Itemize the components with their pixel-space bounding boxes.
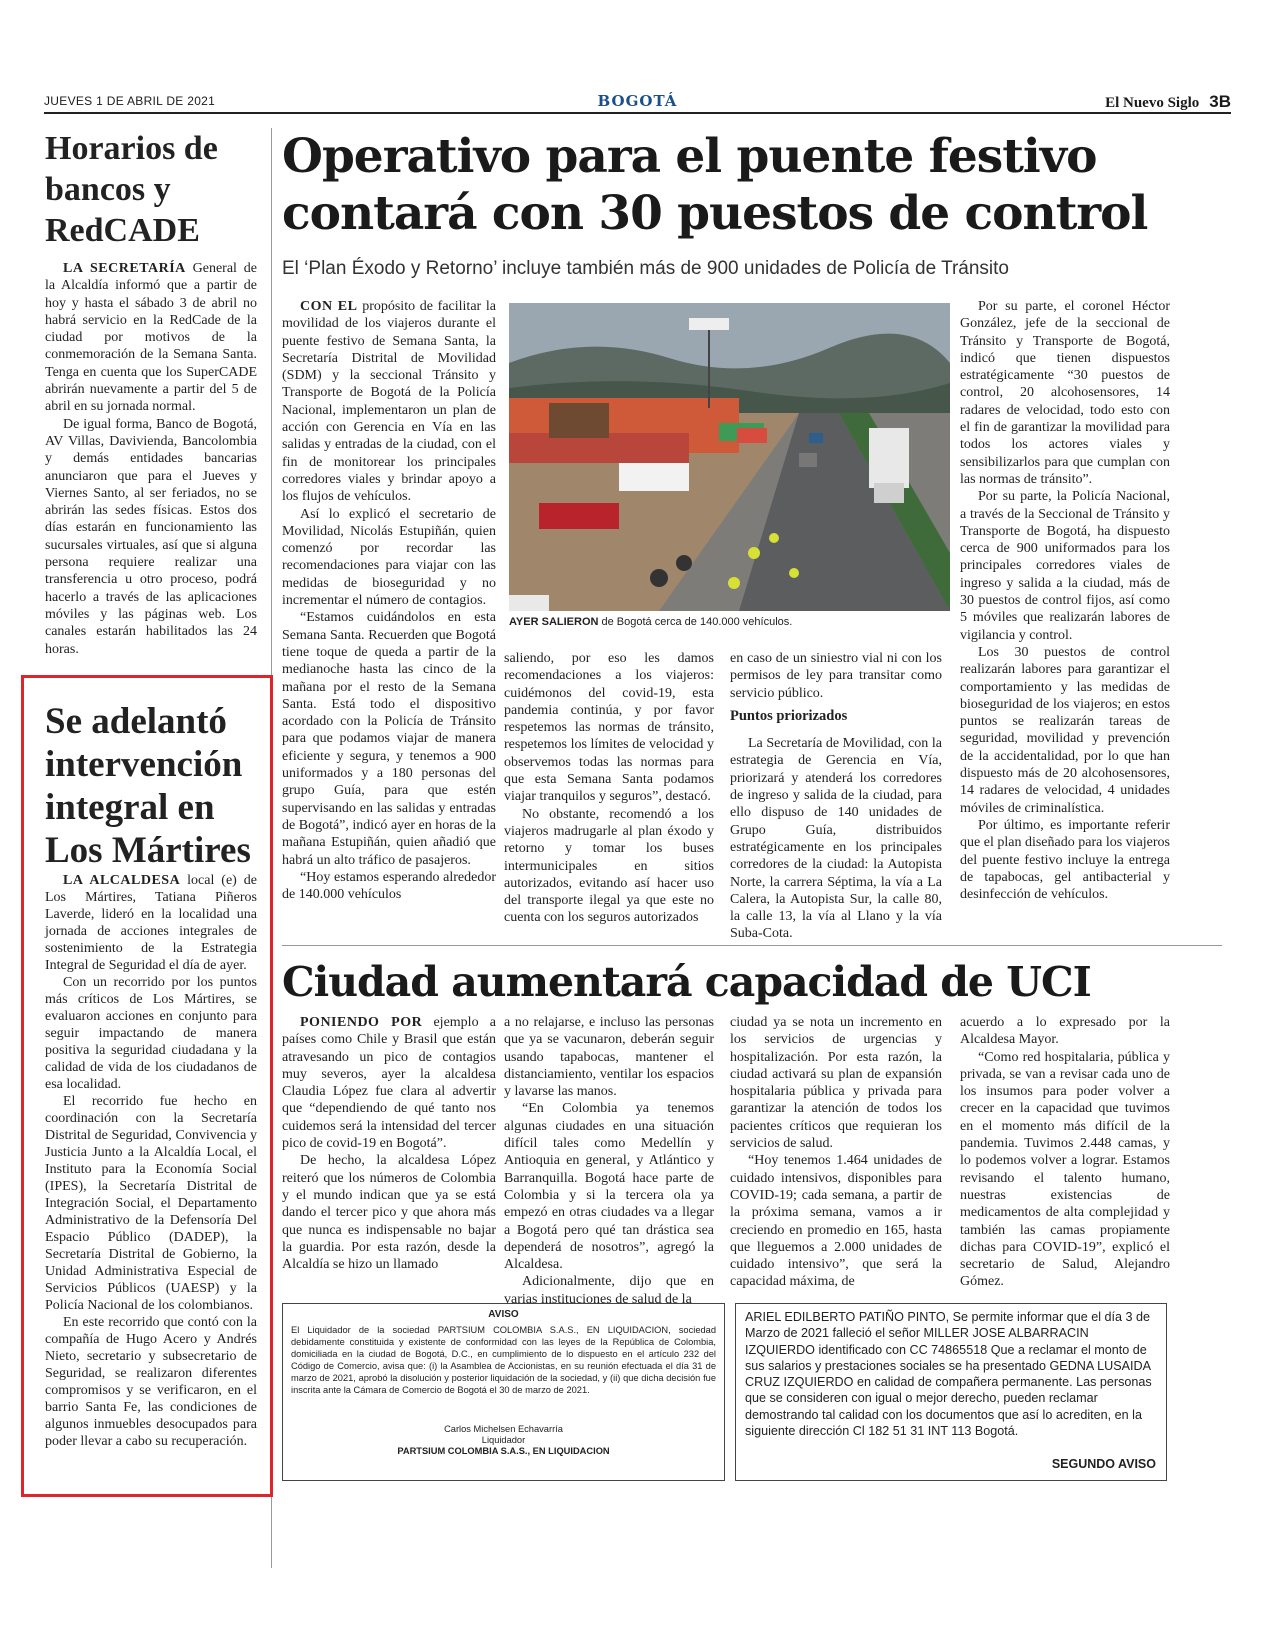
main-c1p4: “Hoy estamos esperando alrededor de 140.000 vehículos [282, 869, 496, 903]
uci-c2p3: Adicionalmente, dijo que en varias instituciones de salud de la [504, 1274, 714, 1307]
page-header [44, 92, 1231, 114]
legal-notice-liquidation [282, 1303, 725, 1481]
uci-lead: PONIENDO POR [300, 1015, 423, 1030]
main-c2p2: No obstante, recomendó a los viajeros madrugarle al plan éxodo y retorno y tomar los buses intermunicipales en sitios autorizados, evitando así hacer uso del transporte ilegal ya que este no cuenta con los seguros autorizados [504, 806, 714, 926]
main-subtitle: El ‘Plan Éxodo y Retorno’ incluye también más de 900 unidades de Policía de Tránsito [282, 258, 1010, 279]
notice1-signer: Carlos Michelsen Echavarría [444, 1424, 563, 1434]
uci-c4p2: “Como red hospitalaria, pública y privada, se van a revisar cada uno de los insumos para poder volver a crecer en la capacidad que tuvimos en el momento más difícil de la pandemia. Tuvimos 2.448 camas, y lo podemos volver a lograr. Estamos revisando el talento humano, nuestras existencias de medicamentos de alta complejidad y también las camas propiamente dichas para COVID-19”, explicó el secretario de Salud, Alejandro Gómez. [960, 1049, 1170, 1290]
sidebar2-headline: Se adelantó intervención integral en Los Mártires [45, 701, 251, 871]
sidebar2-lead: LA ALCALDESA [63, 873, 181, 888]
notice1-title: AVISO [488, 1309, 519, 1320]
uci-c2p2: “En Colombia ya tenemos algunas ciudades en una situación difícil tales como Medellín y Antioquia en general, y Atlántico y Barranquilla. Bogotá hace parte de Colombia y si la tercera ola ya empezó en otras ciudades va a llegar a Bogotá pero qué tan drástica sea dependerá de nosotros”, agregó la Alcaldesa. [504, 1101, 714, 1273]
main-c3p1: en caso de un siniestro vial ni con los permisos de ley para transitar como servicio público. [730, 651, 942, 701]
sidebar2-p2: Con un recorrido por los puntos más críticos de Los Mártires, se evaluaron acciones en conjunto para seguir impactando de manera positiva la seguridad ciudadana y la calidad de vida de los ciudadanos de esa localidad. [45, 975, 257, 1092]
uci-c3p2: “Hoy tenemos 1.464 unidades de cuidado intensivos, disponibles para COVID-19; cada semana, a partir de la próxima semana, vamos a ir creciendo en promedio en 165, hasta que lleguemos a 2.000 unidades de cuidado intensivo”, que será la capacidad máxima, de [730, 1153, 942, 1290]
uci-col-3 [730, 1014, 942, 1291]
uci-col-4 [960, 1014, 1170, 1291]
legal-notice-succession [735, 1303, 1167, 1481]
main-c4p2: Por su parte, la Policía Nacional, a través de la Seccional de Tránsito y Transporte de Bogotá, ha dispuesto cerca de 900 uniformados para los principales corredores viales de ingreso y salida a la ciudad, más de 30 puestos de control fijos, así como 5 móviles que realizarán labores de vigilancia y control. [960, 489, 1170, 643]
sidebar1-body [45, 260, 257, 658]
caption-lead: AYER SALIERON [509, 616, 599, 628]
sidebar2-p4: En este recorrido que contó con la compañía de Hugo Acero y Andrés Nieto, secretario y subsecretario de Seguridad, se realizaron diferentes compromisos y se verificaron, en el barrio Santa Fe, las condiciones de algunos inmuebles desocupados para poder llevar a cabo su recuperación. [45, 1315, 257, 1449]
uci-c4p1: acuerdo a lo expresado por la Alcaldesa Mayor. [960, 1015, 1170, 1048]
sidebar1-headline: Horarios de bancos y RedCADE [45, 130, 218, 249]
main-c2p1: saliendo, por eso les damos recomendaciones a los viajeros: cuidémonos del covid-19, esta pandemia continúa, y por favor respetemos las normas de tránsito, respetemos los límites de velocidad y observemos todas las normas para que esta Semana Santa podamos viajar tranquilos y seguros”, destacó. [504, 651, 714, 805]
uci-headline: Ciudad aumentará capacidad de UCI [282, 958, 1091, 1006]
main-lead: CON EL [300, 299, 358, 314]
uci-c1p1: ejemplo a países como Chile y Brasil que están atravesando un pico de contagios muy severos, ayer la alcaldesa Claudia López fue clara al advertir que “dependiendo de qué tanto nos cuidemos será la intensidad del tercer pico de covid-19 en Bogotá”. [282, 1015, 497, 1152]
main-c4p4: Por último, es importante referir que el plan diseñado para los viajeros del puente festivo incluye la entrega de tapabocas, gel antibacterial y desinfección de vehículos. [960, 817, 1170, 903]
main-subhead: Puntos priorizados [730, 707, 848, 724]
sidebar2-p1: local (e) de Los Mártires, Tatiana Piñeros Laverde, lideró en la localidad una jornada de acciones integrales de sostenimiento de la Estrategia Integral de Seguridad el día de ayer. [45, 873, 257, 973]
main-col-1 [282, 298, 496, 903]
notice1-body: El Liquidador de la sociedad PARTSIUM COLOMBIA S.A.S., EN LIQUIDACION, sociedad debidamente constituida y existente de conformidad con las leyes de la República de Colombia, domiciliada en la ciudad de Bogotá, D.C., en cumplimiento de lo dispuesto en el artículo 232 del Código de Comercio, avisa que: (i) la Asamblea de Accionistas, en su reunión efectuada el día 31 de marzo de 2021, aprobó la disolución y posterior liquidación de la sociedad, y (ii) que dicha decisión fue inscrita ante la Cámara de Comercio de Bogotá el 30 de marzo de 2021. [291, 1325, 716, 1395]
uci-c3p1: ciudad ya se nota un incremento en los servicios de urgencias y hospitalización. Por esta razón, la ciudad activará su plan de expansión hospitalaria pública y privada para garantizar la atención de todos los pacientes críticos que requieran los servicios de salud. [730, 1015, 942, 1152]
uci-c1p2: De hecho, la alcaldesa López reiteró que los números de Colombia y el mundo indican que ya se está dando el tercer pico y que ahora más que nunca es indispensable no bajar la guardia. Por esta razón, desde la Alcaldía se hizo un llamado [282, 1153, 496, 1273]
sidebar2-p3: El recorrido fue hecho en coordinación con la Secretaría Distrital de Seguridad, Convivencia y Justicia Junto a la Alcaldía Local, el Instituto para la Economía Social (IPES), la Secretaría Distrital de Integración Social, el Departamento Administrativo de la Defensoría Del Espacio Público (DADEP), la Secretaría Distrital de Gobierno, la Unidad Administrativa Especial de Servicios Públicos (UAESP) y la Policía Nacional de los colombianos. [45, 1094, 257, 1313]
page-number: 3B [1209, 92, 1231, 111]
main-c1p1: propósito de facilitar la movilidad de los viajeros durante el puente festivo de Semana Santa, la Secretaría Distrital de Movilidad (SDM) y la seccional Tránsito y Transporte de Bogotá de la Policía Nacional, implementaron un plan de acción con Gerencia en Vía en las salidas y entradas de la ciudad, con el fin de monitorear los principales corredores viales y brindar apoyo a los flujos de vehículos. [282, 299, 497, 505]
caption-text: de Bogotá cerca de 140.000 vehículos. [601, 616, 793, 628]
newspaper-name: El Nuevo Siglo [1105, 95, 1200, 111]
notice1-company: PARTSIUM COLOMBIA S.A.S., EN LIQUIDACION [397, 1446, 610, 1456]
news-photo [509, 303, 950, 611]
section-name: BOGOTÁ [597, 92, 678, 110]
sidebar1-p1: General de la Alcaldía informó que a partir de hoy y hasta el sábado 3 de abril no habrá servicio en la RedCade de la ciudad por motivos de la conmemoración de la Semana Santa. Tenga en cuenta que los SuperCADE abrirán nuevamente a partir del 5 de abril en su jornada normal. [45, 261, 257, 415]
story-separator [282, 945, 1222, 946]
photo-caption [509, 616, 950, 628]
main-col-4 [960, 298, 1170, 903]
notice2-footer: SEGUNDO AVISO [1051, 1456, 1156, 1471]
main-col-2 [504, 650, 714, 927]
main-c1p3: “Estamos cuidándolos en esta Semana Santa. Recuerden que Bogotá tiene toque de queda a partir de la medianoche hasta las cinco de la mañana por el resto de la Semana Santa. Está todo el dispositivo acordado con la Policía de Tránsito para que podamos viajar de manera eficiente y segura, y tenemos a 900 uniformados y a 180 personas del grupo Guía, para que estén supervisando en las salidas y entradas de Bogotá”, indicó ayer en horas de la mañana Estupiñán, quien añadió que habrá un alto tráfico de pasajeros. [282, 610, 496, 868]
main-headline: Operativo para el puente festivo contará con 30 puestos de control [282, 129, 1148, 241]
issue-date: JUEVES 1 DE ABRIL DE 2021 [44, 94, 216, 108]
main-c4p1: Por su parte, el coronel Héctor González, jefe de la seccional de Tránsito y Transporte de Bogotá, indicó que tienen dispuestos estratégicamente “30 puestos de control, 20 alcohosensores, 14 radares de velocidad, todo esto con el fin de garantizar la movilidad para todos los actores viales y sensibilizarlos para que cumplan con las normas de tránsito”. [960, 299, 1170, 487]
sidebar1-p2: De igual forma, Banco de Bogotá, AV Villas, Davivienda, Bancolombia y demás entidades bancarias anunciaron que para el Jueves y Viernes Santo, al ser feriados, no se abrirán las sedes físicas. Estos dos días estarán en funcionamiento las sucursales virtuales, así que si alguna persona requiere realizar una transferencia u otro proceso, podrá hacerlo a través de las aplicaciones móviles y las páginas web. Los canales estarán habilitados las 24 horas. [45, 416, 257, 657]
highway-checkpoint-photo [509, 303, 950, 611]
uci-col-1 [282, 1014, 496, 1273]
main-col-3 [730, 650, 942, 943]
notice1-role: Liquidador [481, 1435, 526, 1445]
main-c1p2: Así lo explicó el secretario de Movilidad, Nicolás Estupiñán, quien comenzó por recordar las recomendaciones para viajar con las medidas de bioseguridad y no incrementar el número de contagios. [282, 506, 496, 609]
uci-c2p1: a no relajarse, e incluso las personas que ya se vacunaron, deberán seguir usando tapabocas, mantener el distanciamiento, ventilar los espacios y lavarse las manos. [504, 1015, 714, 1100]
main-c4p3: Los 30 puestos de control realizarán labores para garantizar el comportamiento y las medidas de bioseguridad de los viajeros; en estos puntos se realizarán tareas de seguridad, movilidad y prevención de la accidentalidad, por lo que han dispuesto más de 20 alcohosensores, 14 radares de velocidad, 4 unidades móviles de criminalística. [960, 644, 1170, 816]
uci-col-2 [504, 1014, 714, 1308]
sidebar1-lead: LA SECRETARÍA [63, 261, 186, 276]
notice1-signature [291, 1424, 716, 1457]
notice2-body: ARIEL EDILBERTO PATIÑO PINTO, Se permite informar que el día 3 de Marzo de 2021 falleció el señor MILLER JOSE ALBARRACIN IZQUIERDO identificado con CC 74865518 Que a reclamar el monto de sus salarios y prestaciones sociales se ha presentado GEDNA LUSAIDA CRUZ IZQUIERDO en calidad de compañera permanente. Las personas que se consideren con igual o mejor derecho, pueden reclamar demostrando tal calidad con los documentos que así lo acrediten, en la siguiente dirección Cl 182 51 31 INT 113 Bogotá. [745, 1310, 1152, 1439]
sidebar2-body [45, 872, 257, 1450]
main-c3p2: La Secretaría de Movilidad, con la estrategia de Gerencia en Vía, priorizará y atenderá los corredores de ingreso y salida de la ciudad, para ello dispuso de 140 unidades de Grupo Guía, distribuidos estratégicamente en los principales corredores de la ciudad: la Autopista Norte, la carrera Séptima, la vía a La Calera, la Autopista Sur, la calle 80, la calle 13, la vía al Llano y la vía Suba-Cota. [730, 736, 942, 942]
masthead [1105, 92, 1231, 112]
